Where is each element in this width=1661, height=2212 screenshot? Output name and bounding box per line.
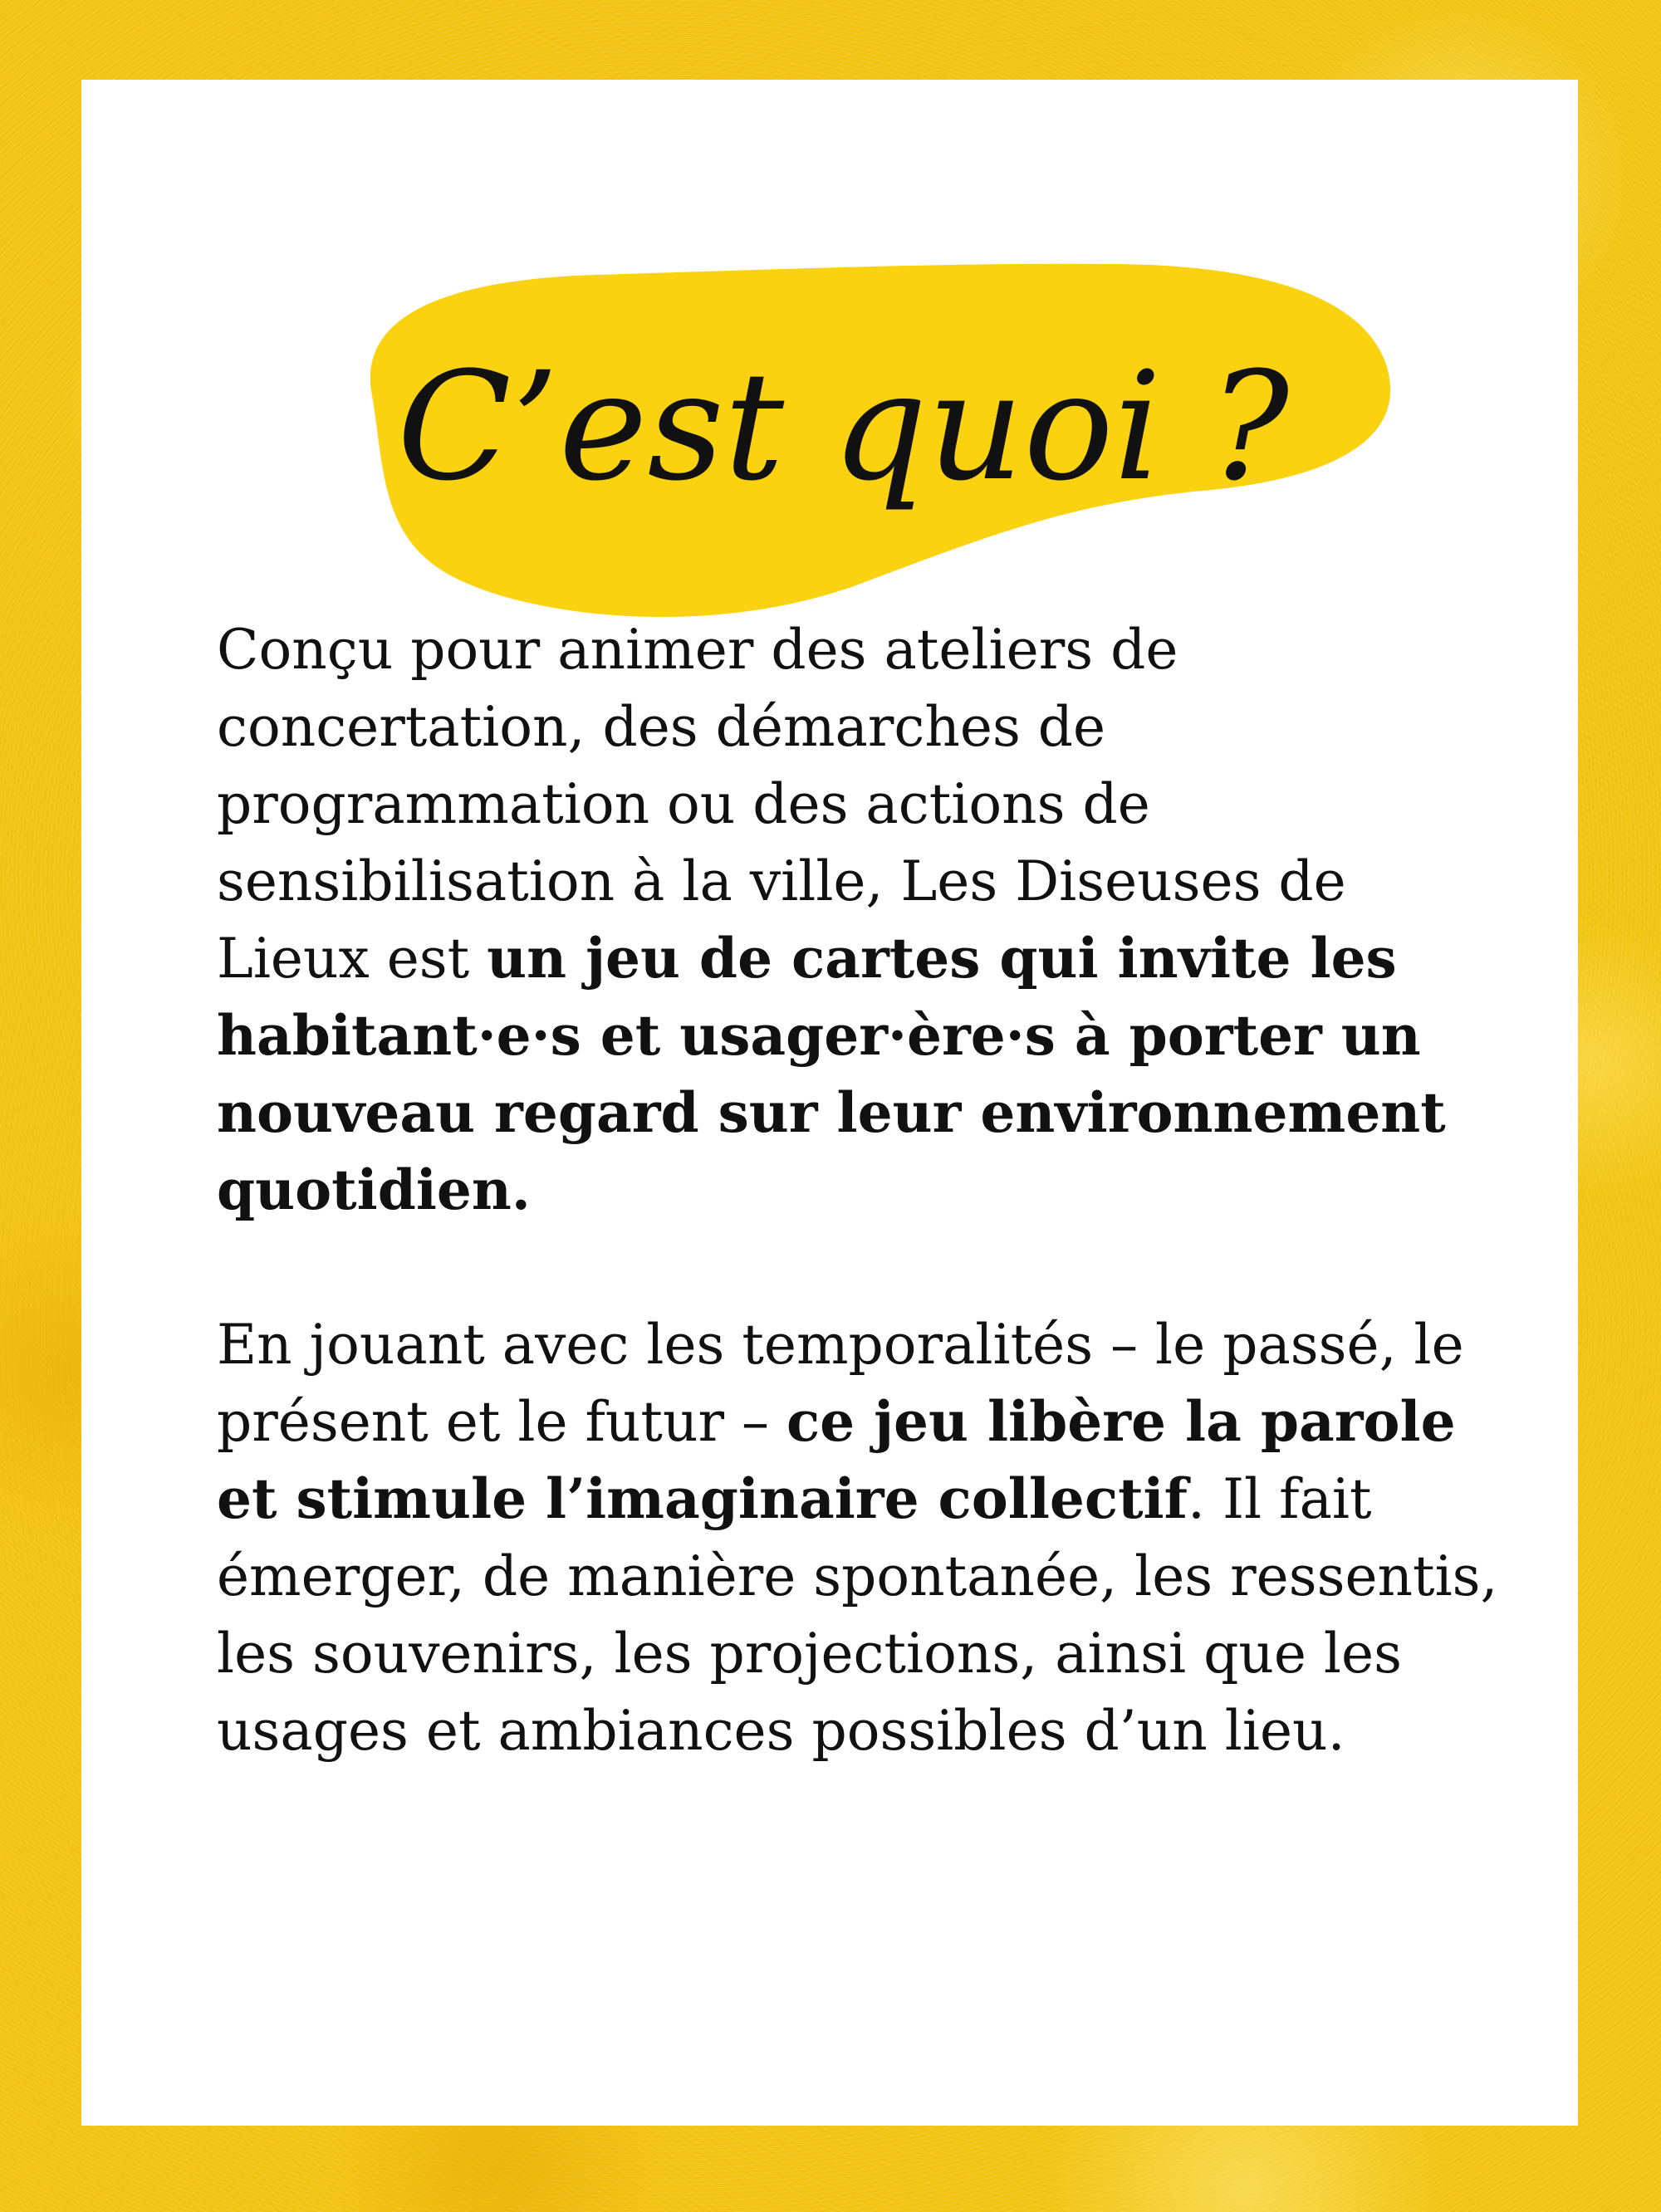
paragraph-intro-bold: un jeu de cartes qui invite les habitant·e·s et usager·ère·s à porter un nouveau regard sur leur environnement quotidien.	[217, 926, 1446, 1222]
paragraph-temporalities-bold: ce jeu libère la parole et stimule l’imaginaire collectif	[217, 1389, 1456, 1531]
title-badge	[322, 204, 1402, 636]
paragraph-intro-plain: Conçu pour animer des ateliers de concertation, des démarches de programmation ou des actions de sensibilisation à la ville, Les Diseuses de Lieux est	[217, 618, 1346, 991]
paragraph-temporalities	[217, 1306, 1512, 1769]
page-title: C’est quoi ?	[397, 340, 1290, 514]
paragraph-intro	[217, 611, 1512, 1229]
paragraph-temporalities-plain-start: En jouant avec les temporalités – le passé, le présent et le futur –	[217, 1313, 1464, 1454]
paragraph-temporalities-plain-end: . Il fait émerger, de manière spontanée, les ressentis, les souvenirs, les projections, ainsi que les usages et ambiances possibles d’un lieu.	[217, 1467, 1498, 1763]
yellow-blob-shape	[322, 204, 1402, 636]
body-text	[217, 611, 1512, 1769]
content-card	[81, 80, 1578, 2126]
